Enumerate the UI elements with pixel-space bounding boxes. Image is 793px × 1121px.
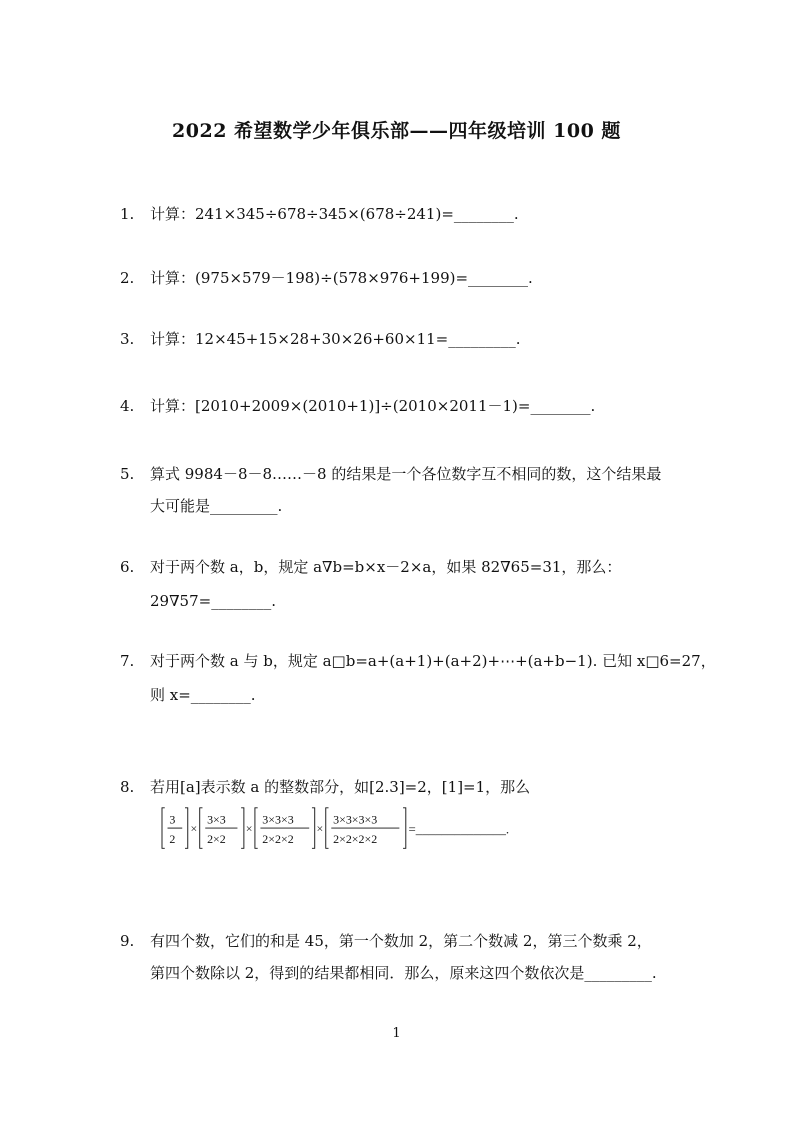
question-text-line-2: 29∇57=________. [150, 592, 276, 610]
question-text-line-2: 则 x=________. [150, 686, 256, 704]
fraction-denominator: 2×2 [207, 831, 226, 846]
multiply-sign: × [190, 821, 198, 836]
question-text: 计算：(975×579－198)÷(578×976+199)=________. [150, 269, 533, 287]
page-number: 1 [392, 1026, 401, 1041]
question-text-line-2: 大可能是_________. [150, 497, 283, 515]
question-text: 计算：12×45+15×28+30×26+60×11=_________. [150, 330, 521, 348]
question-number: 1. [120, 205, 135, 223]
fraction-denominator: 2 [169, 831, 176, 846]
question-text: 计算：241×345÷678÷345×(678÷241)=________. [150, 205, 519, 223]
fraction-numerator: 3 [169, 812, 176, 827]
floor-fraction-expression [146, 806, 546, 852]
question-text-line-1: 对于两个数 a，b，规定 a∇b=b×x－2×a，如果 82∇65=31，那么： [150, 558, 622, 576]
question-number: 5. [120, 465, 135, 483]
multiply-sign: × [245, 821, 253, 836]
multiply-sign: × [316, 821, 324, 836]
question-text-line-1: 有四个数，它们的和是 45，第一个数加 2，第二个数减 2，第三个数乘 2， [150, 932, 652, 950]
question-number: 6. [120, 558, 135, 576]
question-number: 9. [120, 932, 135, 950]
question-number: 4. [120, 397, 135, 415]
question-text-line-1: 对于两个数 a 与 b，规定 a□b=a+(a+1)+(a+2)+⋯+(a+b−1). 已知 x□6=27， [150, 652, 716, 670]
question-text: 计算：[2010+2009×(2010+1)]÷(2010×2011－1)=________. [150, 397, 596, 415]
question-text-line-1: 算式 9984－8－8……－8 的结果是一个各位数字互不相同的数，这个结果最 [150, 465, 662, 483]
floor-fraction-4 [326, 808, 406, 848]
question-number: 3. [120, 330, 135, 348]
fraction-numerator: 3×3×3×3 [333, 812, 378, 827]
fraction-denominator: 2×2×2 [262, 831, 294, 846]
question-text-line-1: 若用[a]表示数 a 的整数部分，如[2.3]=2，[1]=1，那么 [150, 778, 531, 796]
fraction-numerator: 3×3 [207, 812, 226, 827]
floor-fraction-3 [255, 808, 315, 848]
answer-blank: =______________. [408, 822, 510, 837]
floor-fraction-2 [200, 808, 244, 848]
question-number: 2. [120, 269, 135, 287]
question-number: 8. [120, 778, 135, 796]
question-text-line-2: 第四个数除以 2，得到的结果都相同．那么，原来这四个数依次是_________. [150, 964, 657, 982]
floor-fraction-1 [162, 808, 188, 848]
fraction-numerator: 3×3×3 [262, 812, 294, 827]
question-number: 7. [120, 652, 135, 670]
fraction-denominator: 2×2×2×2 [333, 831, 378, 846]
page-title: 2022 希望数学少年俱乐部——四年级培训 100 题 [172, 120, 621, 142]
